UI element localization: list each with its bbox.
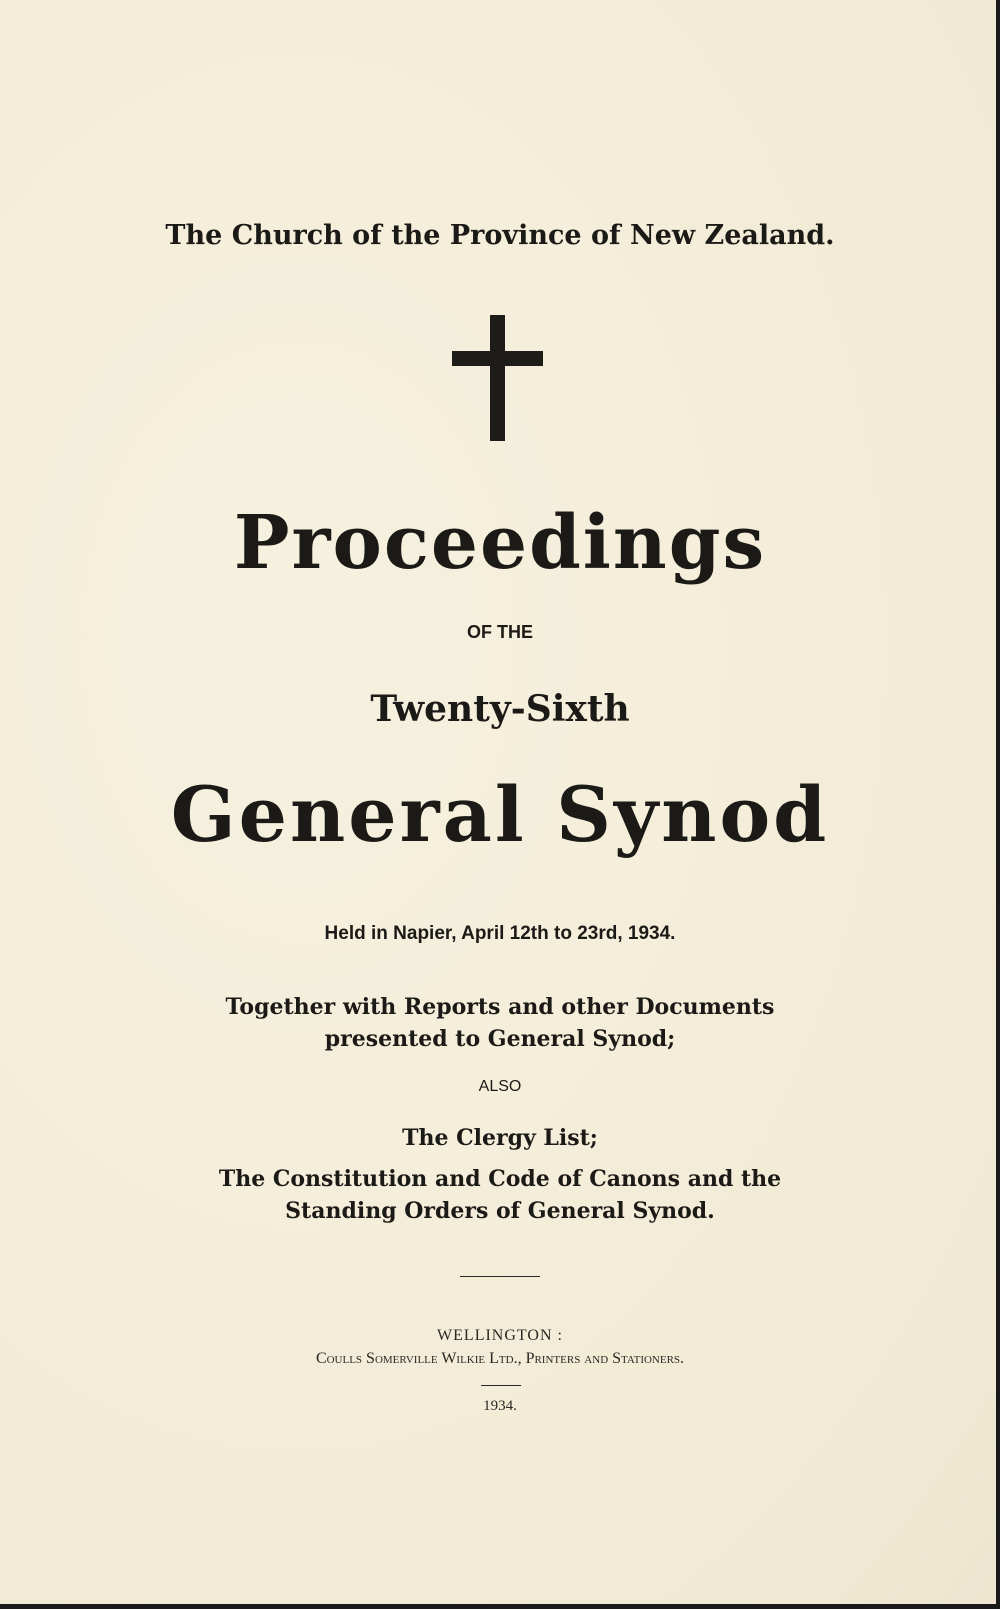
also-text: ALSO [478,1078,522,1095]
church-header: The Church of the Province of New Zealand. [165,220,835,251]
divider [460,1276,540,1277]
together-line-1: Together with Reports and other Documents [225,994,775,1020]
held-text: Held in Napier, April 12th to 23rd, 1934. [324,923,676,944]
imprint-printer: Coulls Somerville Wilkie Ltd., Printers and Stationers. [315,1350,685,1367]
imprint-city: WELLINGTON : [437,1327,563,1344]
together-line-2: presented to General Synod; [324,1026,676,1052]
document-title: Proceedings [233,500,767,586]
clergy-list-text: The Clergy List; [402,1125,598,1151]
imprint-year: 1934. [483,1398,517,1414]
ordinal-text: Twenty-Sixth [370,688,630,730]
divider [481,1385,521,1386]
synod-name: General Synod [170,770,830,859]
constitution-line-1: The Constitution and Code of Canons and the [218,1166,782,1192]
constitution-line-2: Standing Orders of General Synod. [285,1198,715,1224]
of-the-text: OF THE [467,622,533,642]
